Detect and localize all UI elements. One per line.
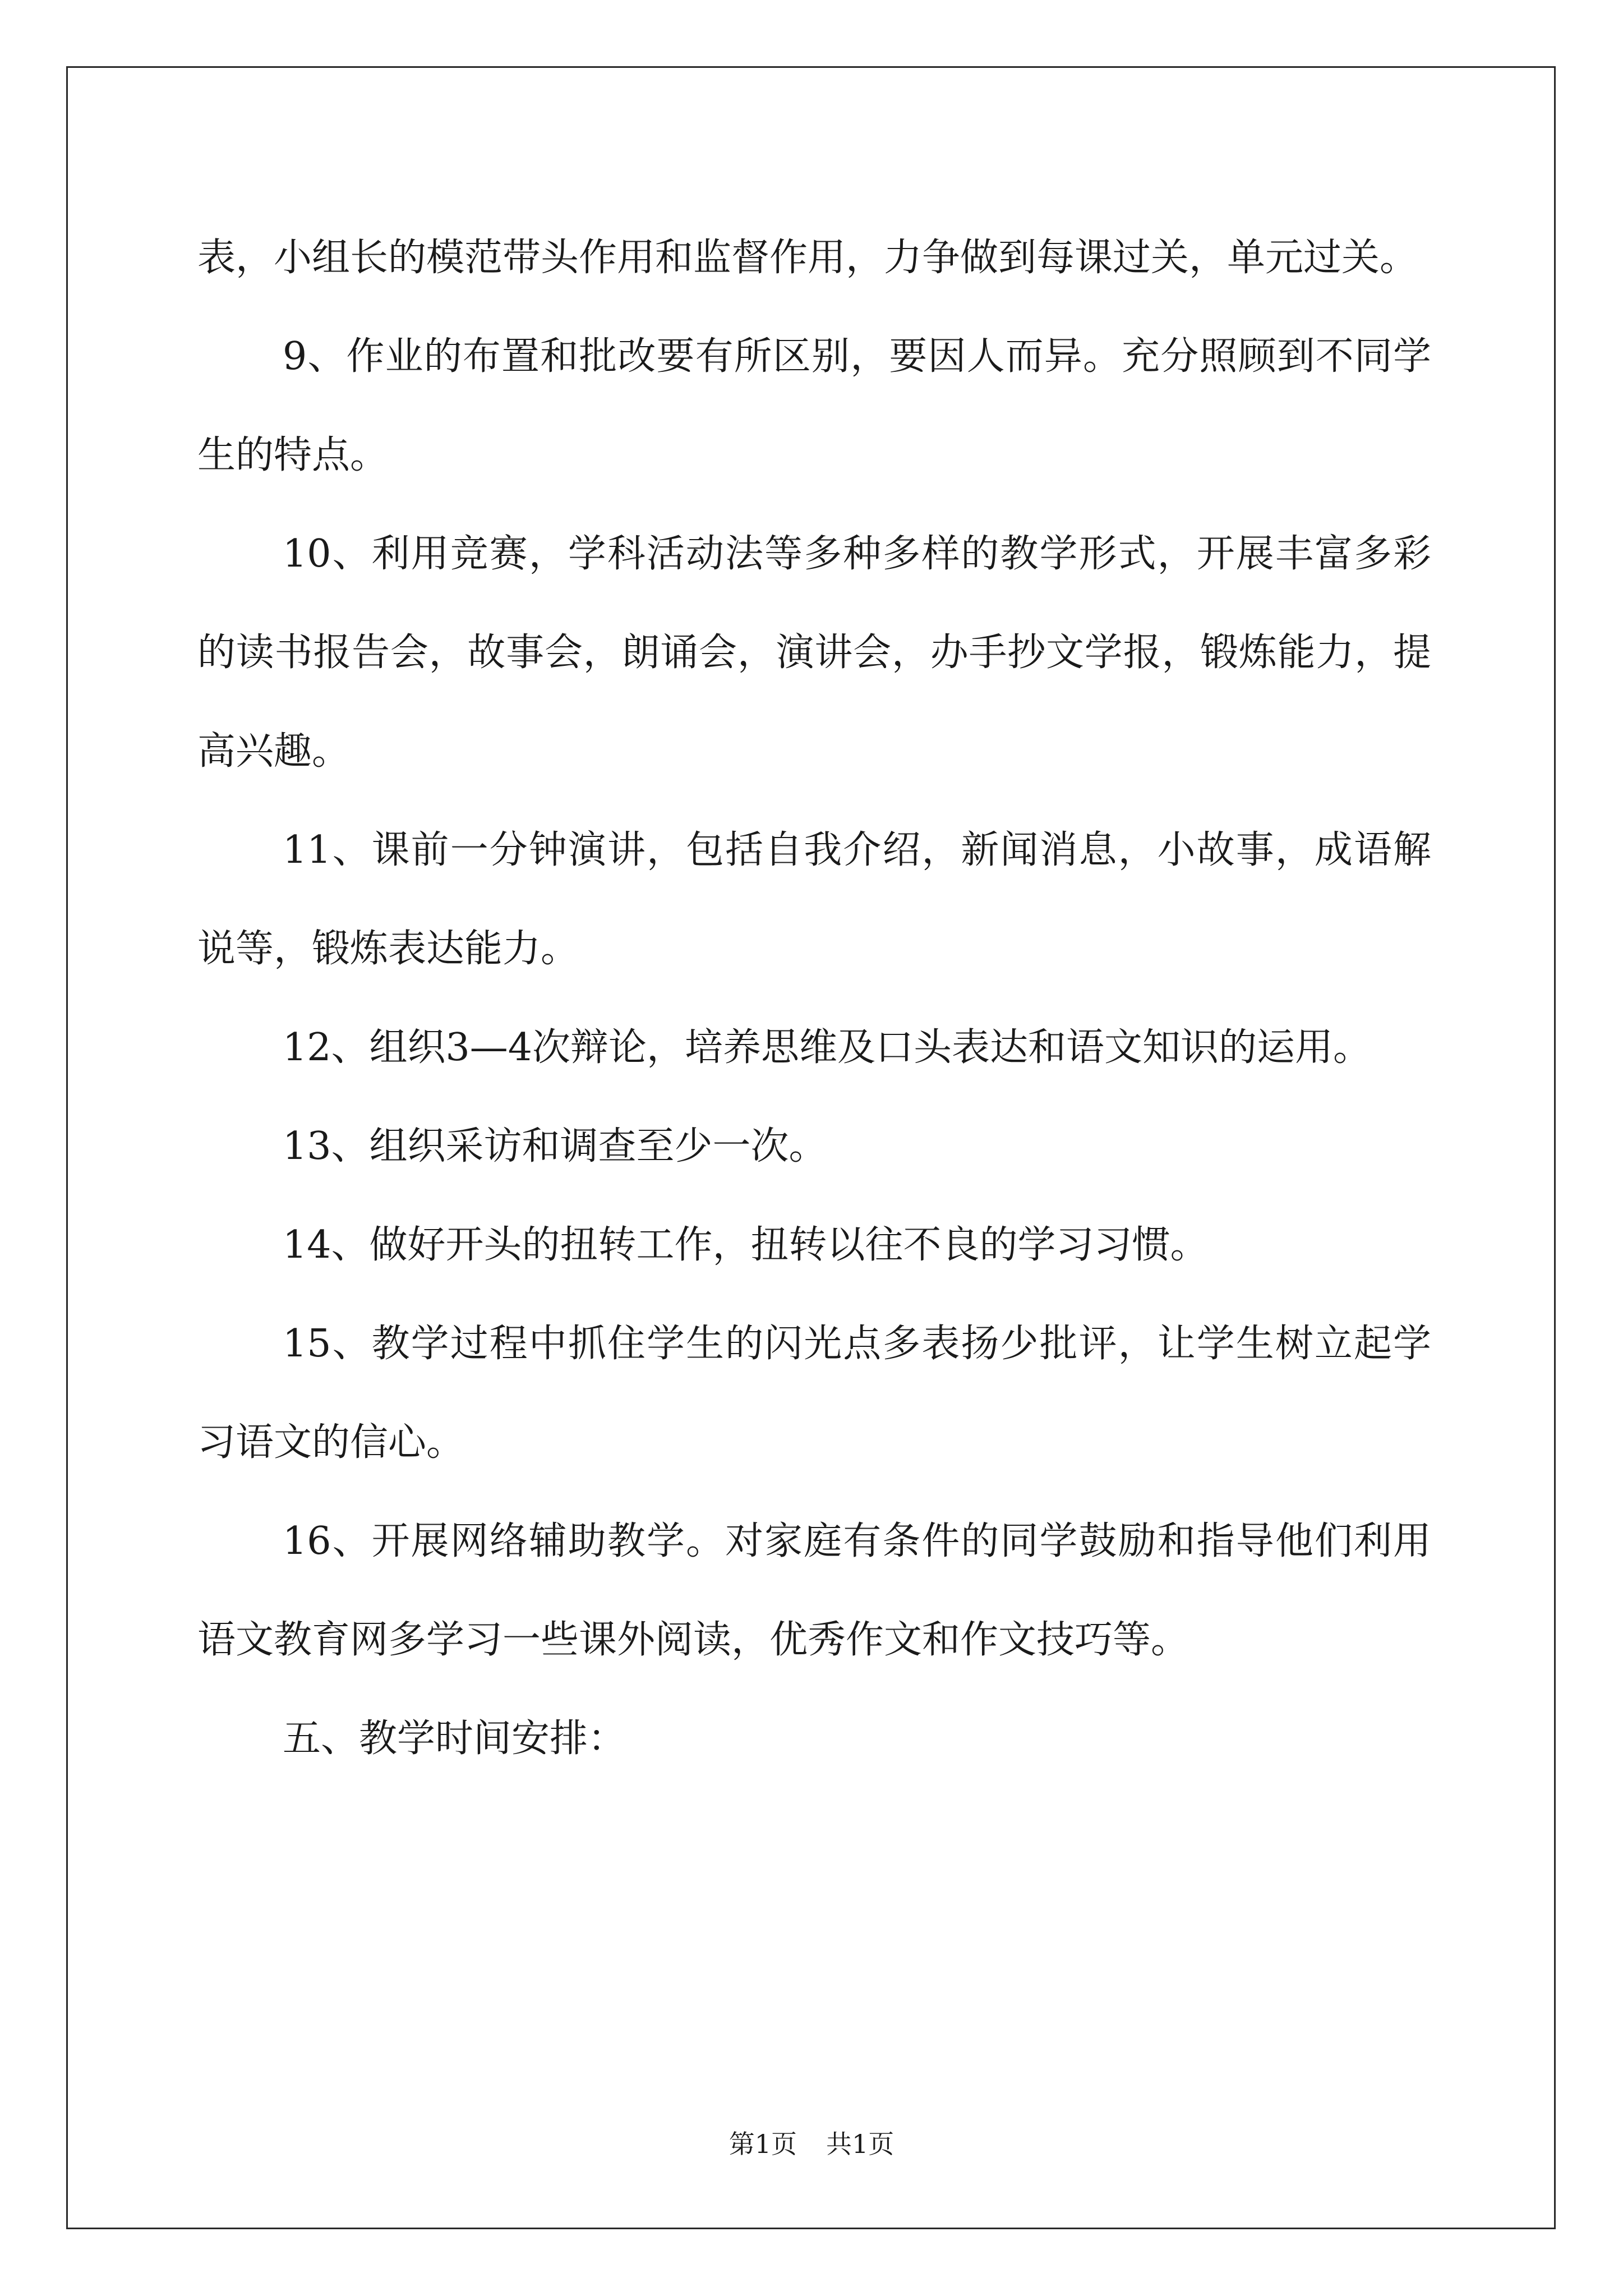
page-total: 共1页 [826,2129,895,2159]
page-number: 第1页 [728,2129,797,2159]
page-footer [0,2127,1623,2161]
paragraph-item-9: 9、作业的布置和批改要有所区别，要因人而异。充分照顾到不同学生的特点。 [197,334,1431,477]
section-heading-schedule: 五、教学时间安排： [283,1717,626,1761]
paragraph-item-16: 16、开展网络辅助教学。对家庭有条件的同学鼓励和指导他们利用语文教育网多学习一些课外阅读，优秀作文和作文技巧等。 [197,1519,1431,1662]
paragraph-item-13: 13、组织采访和调查至少一次。 [283,1124,827,1168]
paragraph-item-15: 15、教学过程中抓住学生的闪光点多表扬少批评，让学生树立起学习语文的信心。 [197,1322,1431,1465]
document-body [197,209,1431,1788]
paragraph-item-12: 12、组织3—4次辩论，培养思维及口头表达和语文知识的运用。 [283,1025,1372,1070]
paragraph-item-10: 10、利用竞赛，学科活动法等多种多样的教学形式，开展丰富多彩的读书报告会，故事会，朗诵会，演讲会，办手抄文学报，锻炼能力，提高兴趣。 [197,532,1431,774]
paragraph-item-14: 14、做好开头的扭转工作，扭转以往不良的学习习惯。 [283,1223,1209,1267]
paragraph-continuation: 表，小组长的模范带头作用和监督作用，力争做到每课过关，单元过关。 [197,236,1418,280]
paragraph-item-11: 11、课前一分钟演讲，包括自我介绍，新闻消息，小故事，成语解说等，锻炼表达能力。 [197,828,1431,971]
